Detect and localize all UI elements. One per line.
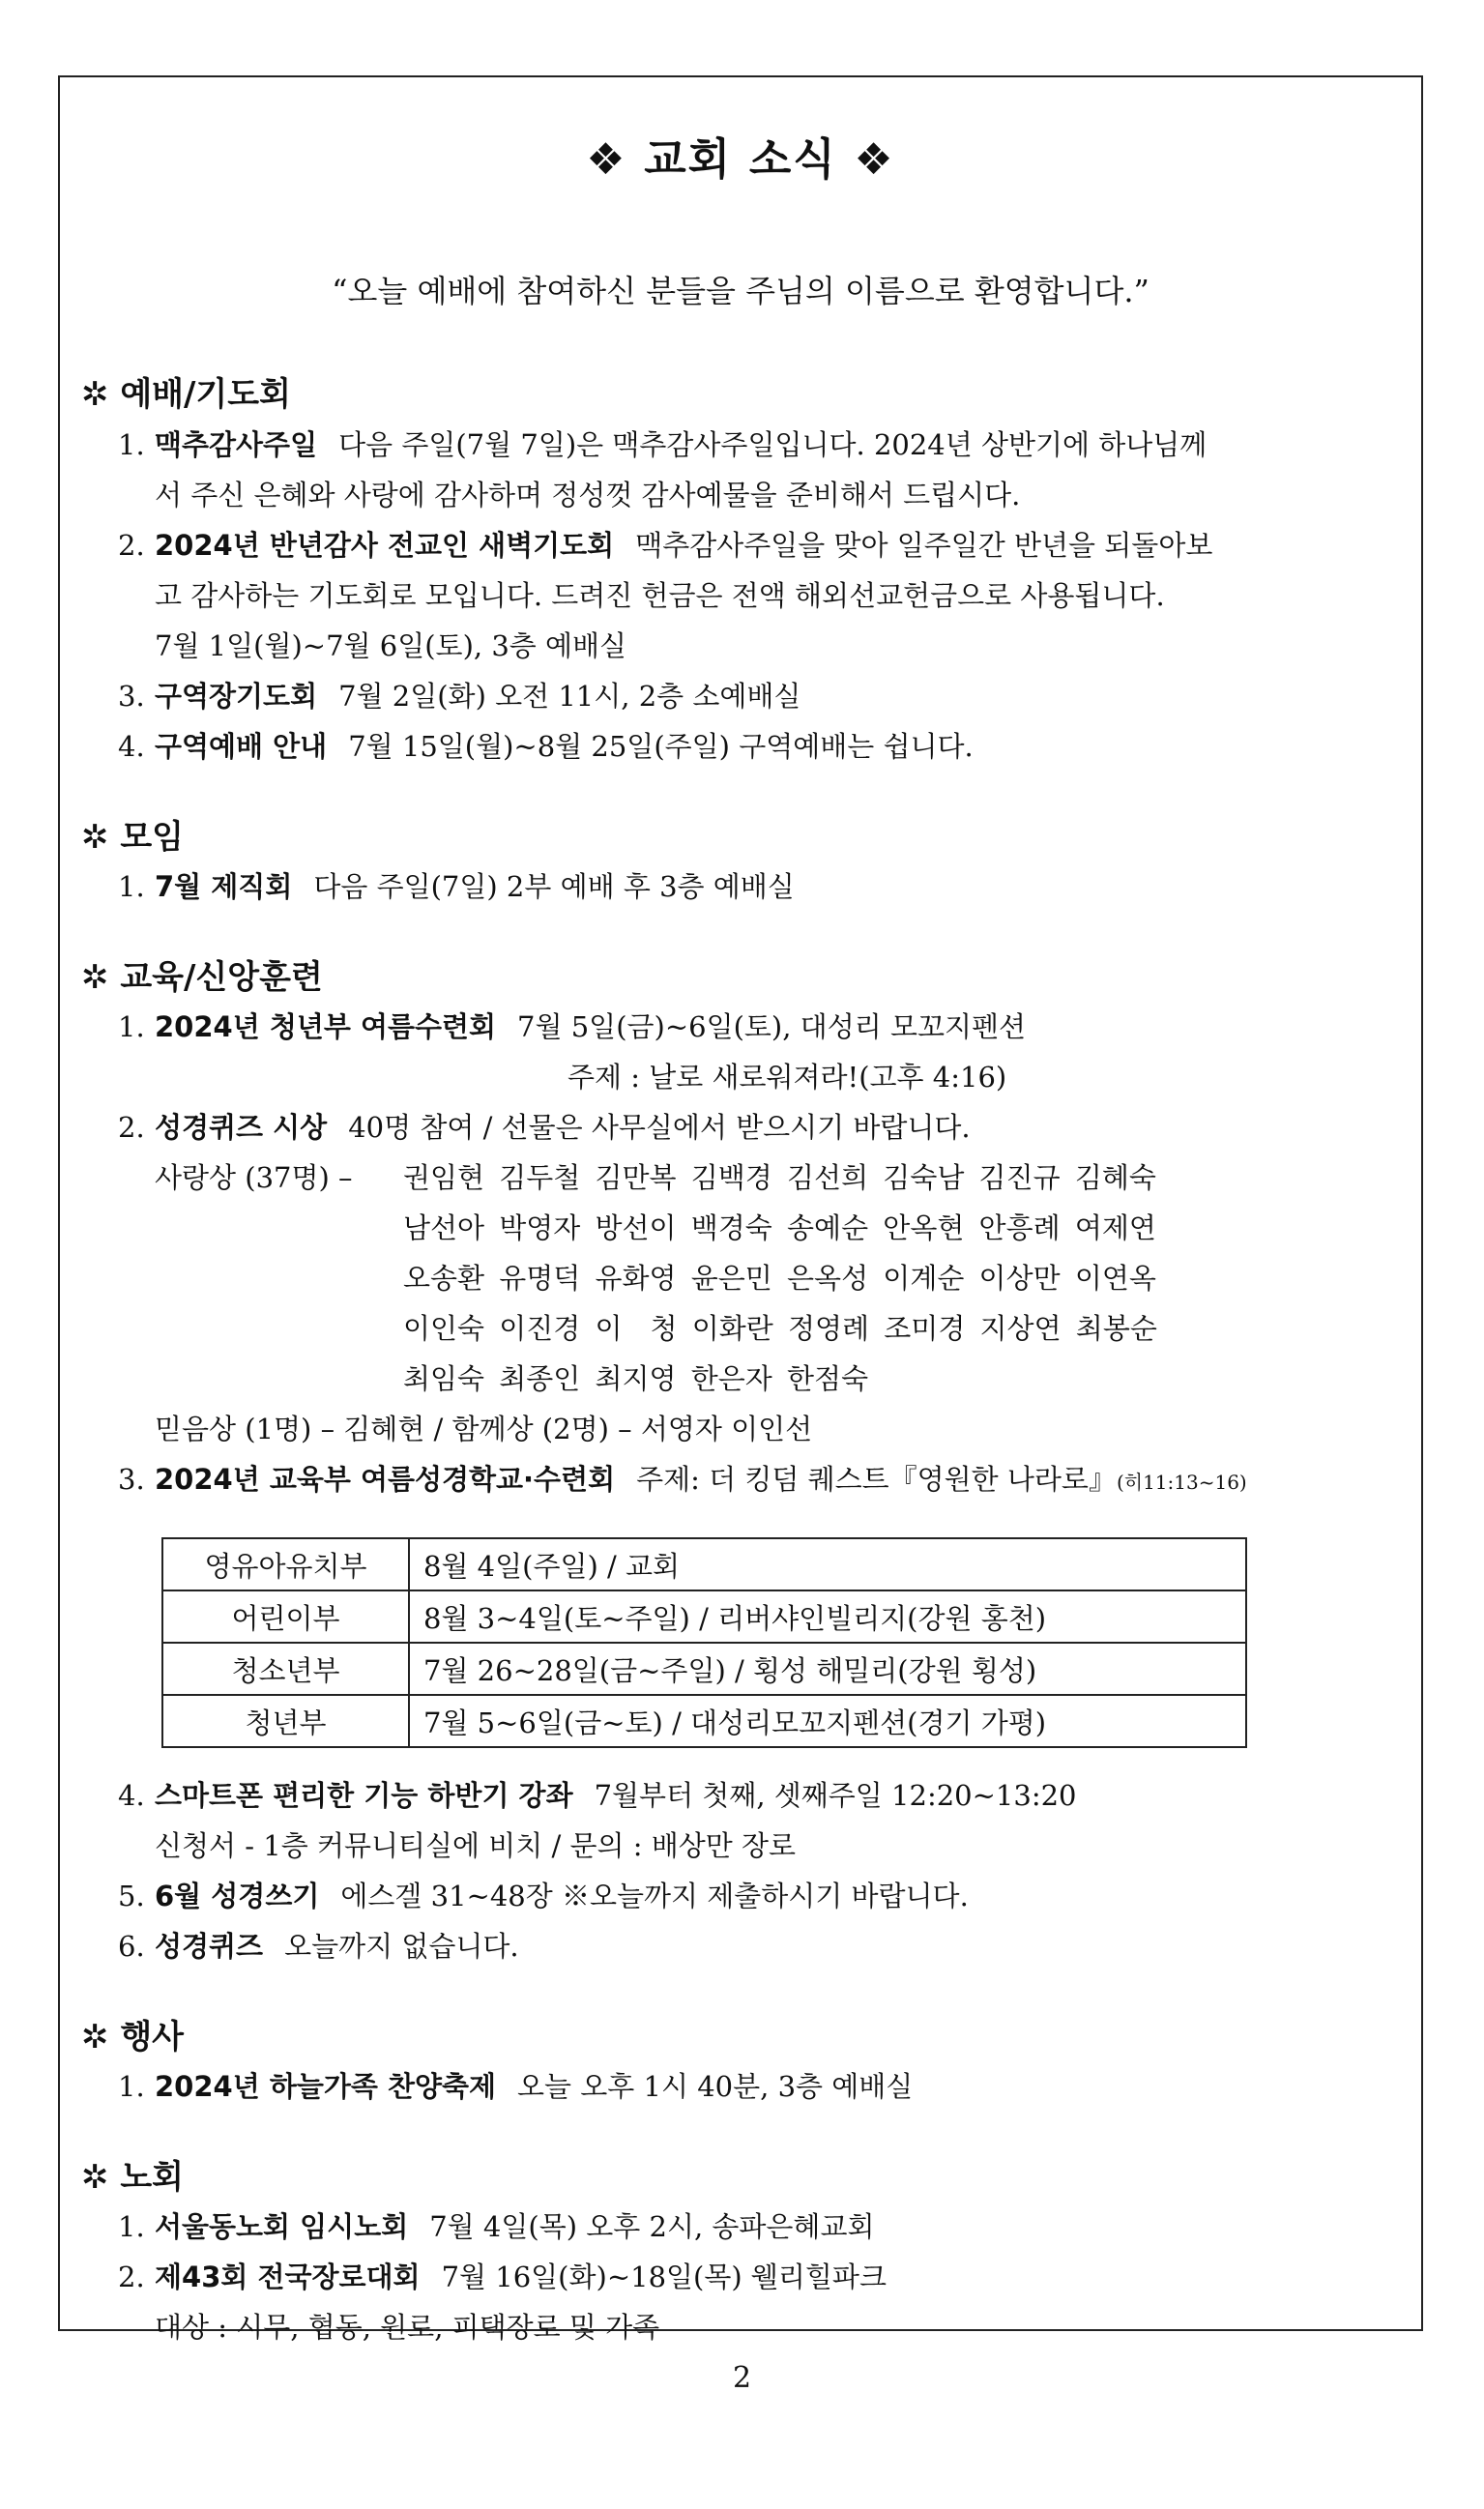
list-item: 5. 6월 성경쓰기 에스겔 31~48장 ※오늘까지 제출하시기 바랍니다.	[118, 1880, 969, 1912]
list-item-continuation: 고 감사하는 기도회로 모입니다. 드려진 헌금은 전액 해외선교헌금으로 사용됩니다.	[155, 579, 1165, 612]
table-row	[162, 1590, 1246, 1643]
table-cell-dept: 청년부	[162, 1695, 409, 1747]
section-heading-events: ✲ 행사	[81, 2018, 185, 2057]
award-names-row: 이인숙 이진경 이 청 이화란 정영례 조미경 지상연 최봉순	[403, 1312, 1157, 1345]
list-item: 2. 성경퀴즈 시상 40명 참여 / 선물은 사무실에서 받으시기 바랍니다.	[118, 1111, 971, 1144]
section-heading-meeting: ✲ 모임	[81, 818, 185, 857]
list-item: 4. 스마트폰 편리한 기능 하반기 강좌 7월부터 첫째, 셋째주일 12:20~13:20	[118, 1779, 1077, 1812]
list-item-continuation: 서 주신 은혜와 사랑에 감사하며 정성껏 감사예물을 준비해서 드립시다.	[155, 479, 1021, 511]
love-award-label: 사랑상 (37명) –	[155, 1161, 353, 1194]
retreat-theme: 주제 : 날로 새로워져라!(고후 4:16)	[567, 1061, 1007, 1094]
table-cell-dept: 영유아유치부	[162, 1538, 409, 1590]
page-number: 2	[732, 2361, 752, 2395]
list-item: 1. 맥추감사주일 다음 주일(7월 7일)은 맥추감사주일입니다. 2024년 상반기에 하나님께	[118, 428, 1208, 461]
award-names-row: 오송환 유명덕 유화영 윤은민 은옥성 이계순 이상만 이연옥	[403, 1262, 1156, 1295]
award-names-row: 권임현 김두철 김만복 김백경 김선희 김숙남 김진규 김혜숙	[403, 1161, 1156, 1194]
welcome-message: “오늘 예배에 참여하신 분들을 주님의 이름으로 환영합니다.”	[332, 273, 1149, 309]
list-item: 1. 7월 제직회 다음 주일(7일) 2부 예배 후 3층 예배실	[118, 870, 795, 903]
list-item: 1. 2024년 하늘가족 찬양축제 오늘 오후 1시 40분, 3층 예배실	[118, 2070, 914, 2103]
list-item-continuation: 대상 : 시무, 협동, 원로, 피택장로 및 가족	[155, 2311, 660, 2344]
list-item-continuation: 신청서 - 1층 커뮤니티실에 비치 / 문의 : 배상만 장로	[155, 1829, 797, 1862]
list-item: 3. 2024년 교육부 여름성경학교·수련회 주제: 더 킹덤 퀘스트『영원한 나라로』(히11:13~16)	[118, 1463, 1247, 1496]
list-item: 6. 성경퀴즈 오늘까지 없습니다.	[118, 1930, 519, 1963]
list-item: 1. 서울동노회 임시노회 7월 4일(목) 오후 2시, 송파은혜교회	[118, 2210, 875, 2243]
table-cell-info: 8월 4일(주일) / 교회	[409, 1538, 1246, 1590]
section-heading-worship: ✲ 예배/기도회	[81, 375, 291, 414]
section-heading-presbytery: ✲ 노회	[81, 2158, 185, 2197]
notice-frame	[58, 75, 1423, 2344]
table-row	[162, 1538, 1246, 1590]
table-cell-info: 8월 3~4일(토~주일) / 리버샤인빌리지(강원 홍천)	[409, 1590, 1246, 1643]
award-names-row: 남선아 박영자 방선이 백경숙 송예순 안옥현 안흥례 여제연	[403, 1211, 1156, 1244]
table-cell-info: 7월 5~6일(금~토) / 대성리모꼬지펜션(경기 가평)	[409, 1695, 1246, 1747]
award-names-row: 최임숙 최종인 최지영 한은자 한점숙	[403, 1362, 869, 1395]
section-heading-education: ✲ 교육/신앙훈련	[81, 958, 323, 997]
list-item: 4. 구역예배 안내 7월 15일(월)~8월 25일(주일) 구역예배는 쉽니다.	[118, 730, 974, 763]
list-item: 3. 구역장기도회 7월 2일(화) 오전 11시, 2층 소예배실	[118, 680, 801, 713]
table-row	[162, 1695, 1246, 1747]
schedule-table	[161, 1537, 1247, 1748]
list-item: 2. 2024년 반년감사 전교인 새벽기도회 맥추감사주일을 맞아 일주일간 반년을 되돌아보	[118, 529, 1213, 562]
table-cell-dept: 청소년부	[162, 1643, 409, 1695]
table-cell-info: 7월 26~28일(금~주일) / 횡성 해밀리(강원 횡성)	[409, 1643, 1246, 1695]
list-item: 1. 2024년 청년부 여름수련회 7월 5일(금)~6일(토), 대성리 모꼬지펜션	[118, 1010, 1027, 1043]
table-cell-dept: 어린이부	[162, 1590, 409, 1643]
page-title: ❖ 교회 소식 ❖	[586, 133, 895, 185]
list-item-continuation: 7월 1일(월)~7월 6일(토), 3층 예배실	[155, 629, 627, 662]
list-item: 2. 제43회 전국장로대회 7월 16일(화)~18일(목) 웰리힐파크	[118, 2261, 887, 2293]
faith-award-line: 믿음상 (1명) – 김혜현 / 함께상 (2명) – 서영자 이인선	[155, 1413, 813, 1445]
table-row	[162, 1643, 1246, 1695]
